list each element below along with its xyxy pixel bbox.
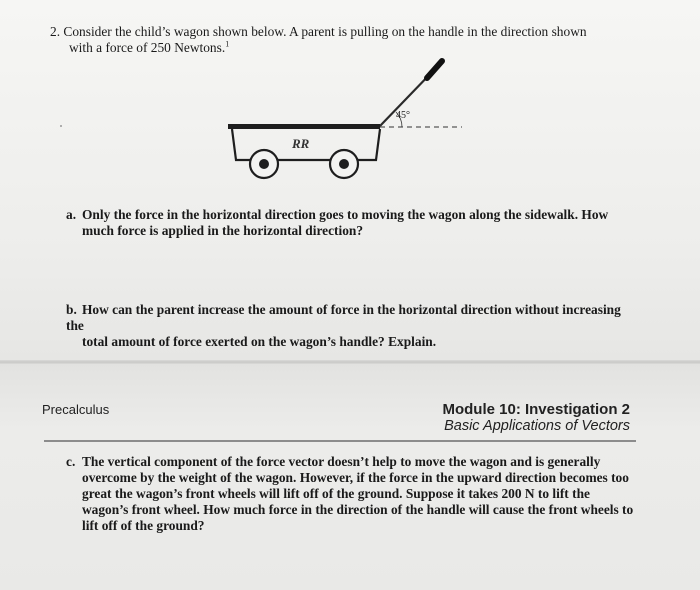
front-wheel-hub	[339, 159, 349, 169]
part-b-label: b.	[66, 302, 77, 317]
angle-label: 45°	[396, 110, 410, 121]
part-a-label: a.	[66, 207, 77, 222]
header-rule	[44, 440, 636, 442]
part-b-line2: total amount of force exerted on the wagon’s handle? Explain.	[82, 334, 437, 349]
part-a-line1: Only the force in the horizontal direction goes to moving the wagon along the sidewalk. How	[82, 207, 609, 222]
question-number: 2.	[50, 24, 61, 39]
part-c-label: c.	[66, 454, 76, 469]
handle-grip	[427, 61, 442, 78]
part-b	[66, 302, 636, 350]
part-b-line1: How can the parent increase the amount of force in the horizontal direction without increasing the	[66, 302, 621, 333]
part-c	[66, 454, 636, 534]
part-a	[66, 207, 626, 239]
wagon-label: RR	[292, 136, 310, 151]
rear-wheel-hub	[259, 159, 269, 169]
part-c-line2: overcome by the weight of the wagon. However, if the force in the upward direction becomes too	[82, 470, 629, 485]
part-c-line5: lift off of the ground?	[82, 518, 205, 533]
course-name: Precalculus	[42, 402, 110, 417]
page-fold	[0, 360, 700, 364]
part-a-line2: much force is applied in the horizontal direction?	[82, 223, 364, 238]
part-c-line4: wagon’s front wheel. How much force in the direction of the handle will cause the front wheels to	[82, 502, 634, 517]
module-title: Module 10: Investigation 2	[442, 401, 630, 418]
part-c-line1: The vertical component of the force vector doesn’t help to move the wagon and is generally	[82, 454, 601, 469]
wagon-top-rail	[228, 124, 380, 129]
wagon-diagram	[0, 0, 700, 200]
part-c-line3: great the wagon’s front wheels will lift off of the ground. Suppose it takes 200 N to lift the	[82, 486, 590, 501]
module-subtitle: Basic Applications of Vectors	[444, 418, 630, 434]
question-text-line1: Consider the child’s wagon shown below. A parent is pulling on the handle in the direction shown	[63, 24, 587, 39]
footnote-marker: 1	[225, 39, 230, 49]
question-text-line2: with a force of 250 Newtons.	[69, 40, 226, 55]
